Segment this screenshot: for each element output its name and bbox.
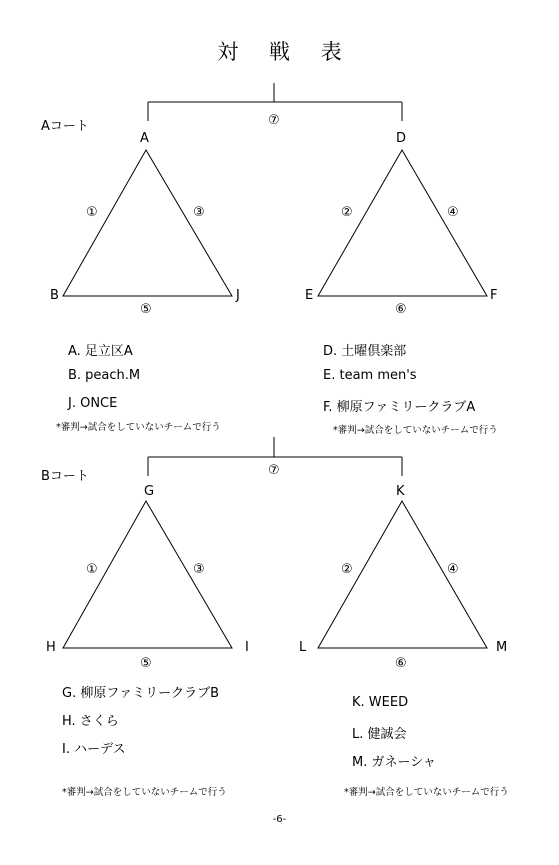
team-entry: D. 土曜倶楽部 xyxy=(323,344,407,359)
referee-note: *審判→試合をしていないチームで行う xyxy=(56,422,221,433)
match-number: ③ xyxy=(193,205,205,220)
court-b-label: Bコート xyxy=(41,469,89,484)
team-entry: A. 足立区A xyxy=(68,344,133,359)
team-entry: F. 柳原ファミリークラブA xyxy=(323,400,476,415)
team-entry: H. さくら xyxy=(62,714,119,729)
vertex-label: L xyxy=(299,640,307,655)
team-entry: M. ガネーシャ xyxy=(352,755,436,770)
vertex-label: K xyxy=(396,484,405,499)
vertex-label: I xyxy=(245,640,249,655)
page-title: 対 戦 表 xyxy=(217,40,354,64)
match-number: ④ xyxy=(447,562,459,577)
vertex-label: E xyxy=(305,288,314,303)
team-entry: B. peach.M xyxy=(68,368,141,383)
vertex-label: D xyxy=(396,131,407,146)
team-entry: K. WEED xyxy=(352,695,409,710)
match-number: ② xyxy=(341,562,353,577)
triangle-a-left xyxy=(63,150,232,296)
vertex-label: A xyxy=(140,131,149,146)
match-number: ① xyxy=(86,562,98,577)
vertex-label: F xyxy=(490,288,498,303)
vertex-label: M xyxy=(496,640,508,655)
team-entry: L. 健誠会 xyxy=(352,727,407,742)
match-number: ⑥ xyxy=(395,656,407,671)
team-entry: J. ONCE xyxy=(68,396,118,411)
match-number: ④ xyxy=(447,205,459,220)
match-number: ① xyxy=(86,205,98,220)
vertex-label: J xyxy=(236,288,240,303)
page-number: -6- xyxy=(272,814,287,825)
match-number: ③ xyxy=(193,562,205,577)
vertex-label: G xyxy=(144,484,155,499)
team-entry: I. ハーデス xyxy=(62,742,126,757)
vertex-label: B xyxy=(50,288,59,303)
court-a-label: Aコート xyxy=(41,119,89,134)
team-entry: E. team men's xyxy=(323,368,417,383)
referee-note: *審判→試合をしていないチームで行う xyxy=(344,787,509,798)
match-number: ② xyxy=(341,205,353,220)
match-number: ⑥ xyxy=(395,302,407,317)
vertex-label: H xyxy=(46,640,56,655)
referee-note: *審判→試合をしていないチームで行う xyxy=(62,787,227,798)
match-number: ⑤ xyxy=(140,302,152,317)
referee-note: *審判→試合をしていないチームで行う xyxy=(333,425,498,436)
court-a-final-match: ⑦ xyxy=(268,113,280,128)
team-entry: G. 柳原ファミリークラブB xyxy=(62,686,219,701)
triangle-a-right xyxy=(318,150,487,296)
court-b-final-match: ⑦ xyxy=(268,463,280,478)
match-number: ⑤ xyxy=(140,656,152,671)
